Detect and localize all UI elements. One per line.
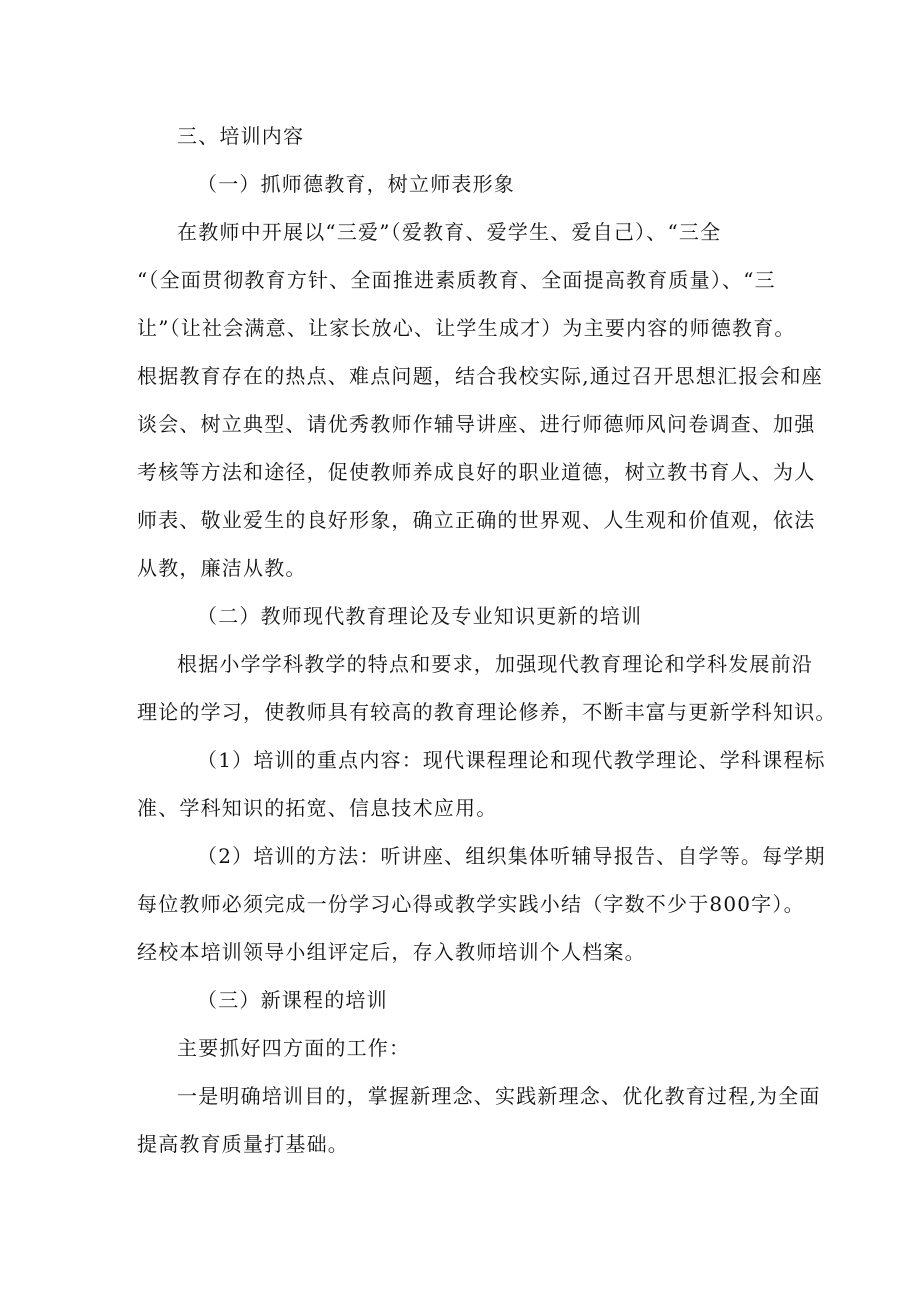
text-line: 一是明确培训目的，掌握新理念、实践新理念、优化教育过程,为全面 [177, 1084, 821, 1108]
text-line: （2）培训的方法：听讲座、组织集体听辅导报告、自学等。每学期 [197, 844, 826, 868]
text-line: 每位教师必须完成一份学习心得或教学实践小结（字数不少于800字）。 [137, 892, 805, 916]
text-line: 在教师中开展以“三爱”（爱教育、爱学生、爱自己）、“三全 [177, 220, 722, 244]
text-line: 让”（让社会满意、让家长放心、让学生成才）为主要内容的师德教育。 [137, 316, 796, 340]
text-line: 根据小学学科教学的特点和要求，加强现代教育理论和学科发展前沿 [177, 652, 813, 676]
text-line: 主要抓好四方面的工作： [177, 1036, 411, 1060]
text-line: （1）培训的重点内容：现代课程理论和现代教学理论、学科课程标 [197, 748, 826, 772]
text-line: 提高教育质量打基础。 [137, 1132, 349, 1156]
text-line: （二）教师现代教育理论及专业知识更新的培训 [197, 604, 643, 628]
text-line: 考核等方法和途径，促使教师养成良好的职业道德，树立教书育人、为人 [137, 460, 816, 484]
text-line: （三）新课程的培训 [197, 988, 388, 1012]
text-line: 三、培训内容 [177, 124, 305, 148]
text-line: 从教，廉洁从教。 [137, 556, 307, 580]
text-line: 准、学科知识的拓宽、信息技术应用。 [137, 796, 498, 820]
text-line: 经校本培训领导小组评定后，存入教师培训个人档案。 [137, 940, 646, 964]
text-line: 谈会、树立典型、请优秀教师作辅导讲座、进行师德师风问卷调查、加强 [137, 412, 816, 436]
text-line: （一）抓师德教育，树立师表形象 [197, 172, 515, 196]
document-body [137, 112, 837, 1168]
text-line: 根据教育存在的热点、难点问题，结合我校实际,通过召开思想汇报会和座 [137, 364, 823, 388]
text-line: “（全面贯彻教育方针、全面推进素质教育、全面提高教育质量）、“三 [137, 268, 776, 292]
text-line: 理论的学习，使教师具有较高的教育理论修养，不断丰富与更新学科知识。 [137, 700, 837, 724]
text-line: 师表、敬业爱生的良好形象，确立正确的世界观、人生观和价值观，依法 [137, 508, 816, 532]
